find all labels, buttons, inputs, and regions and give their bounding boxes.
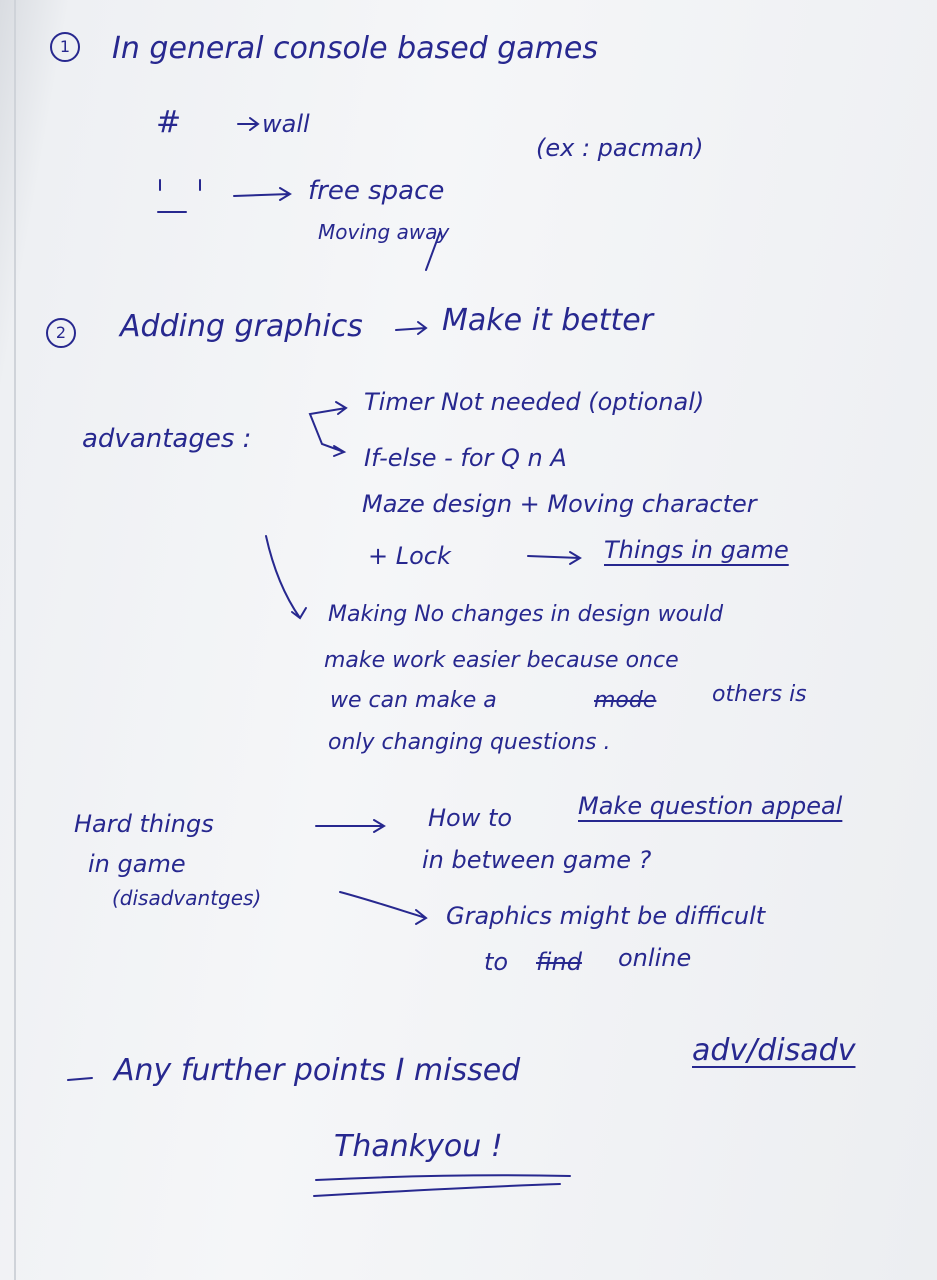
hard-arrow-2-icon (340, 892, 426, 924)
hard-item-2-suffix: online (618, 944, 692, 972)
free-space-symbol-icon (158, 180, 200, 212)
hard-things-label: Hard things (74, 810, 214, 838)
moving-away-label: Moving away (318, 220, 450, 244)
things-in-game-label: Things in game (604, 536, 789, 564)
section-1-title: In general console based games (112, 31, 598, 66)
hard-item-2-line-1: Graphics might be difficult (446, 902, 766, 930)
wall-symbol: # (156, 105, 182, 140)
hard-things-label-2: in game (88, 850, 186, 878)
note-pointer-icon (266, 536, 306, 618)
disadvantages-label: (disadvantges) (112, 886, 262, 910)
thankyou-underline-icon (314, 1175, 570, 1196)
hard-item-1-prefix: How to (428, 804, 513, 832)
example-note: (ex : pacman) (536, 134, 704, 162)
closing-question-underlined: adv/disadv (692, 1033, 856, 1068)
note-line: we can make a (330, 688, 497, 713)
hard-item-1-underlined: Make question appeal (578, 792, 843, 820)
closing-arrow-icon (68, 1078, 92, 1080)
hard-item-2-crossed: find (536, 948, 582, 976)
hard-item-1-line-2: in between game ? (422, 846, 652, 874)
note-line: Making No changes in design would (328, 602, 724, 627)
wall-arrow-icon (238, 118, 258, 130)
section-2-result: Make it better (442, 303, 654, 338)
page-fold-edge (14, 0, 16, 1280)
free-space-label: free space (308, 176, 445, 206)
advantage-item: Maze design + Moving character (362, 490, 757, 518)
crossed-out-word: mode (594, 688, 657, 713)
hard-item-2-prefix: to (484, 948, 509, 976)
advantage-item: + Lock (368, 542, 451, 570)
section-1-number: 1 (50, 32, 80, 62)
note-line: others is (712, 682, 807, 707)
closing-question: Any further points I missed (114, 1053, 521, 1088)
note-line: only changing questions . (328, 730, 611, 755)
note-line: make work easier because once (324, 648, 679, 673)
thank-you: Thankyou ! (334, 1129, 503, 1164)
advantages-branch-icon (310, 402, 346, 456)
lock-arrow-icon (528, 552, 580, 564)
section-2-number: 2 (46, 318, 76, 348)
section-2-arrow-icon (396, 322, 426, 334)
free-space-arrow-icon (234, 188, 290, 200)
wall-label: wall (262, 110, 310, 138)
advantages-label: advantages : (82, 424, 252, 454)
section-2-title: Adding graphics (120, 309, 363, 344)
hard-arrow-1-icon (316, 820, 384, 832)
advantage-item: If-else - for Q n A (364, 444, 567, 472)
advantage-item: Timer Not needed (optional) (364, 388, 705, 416)
